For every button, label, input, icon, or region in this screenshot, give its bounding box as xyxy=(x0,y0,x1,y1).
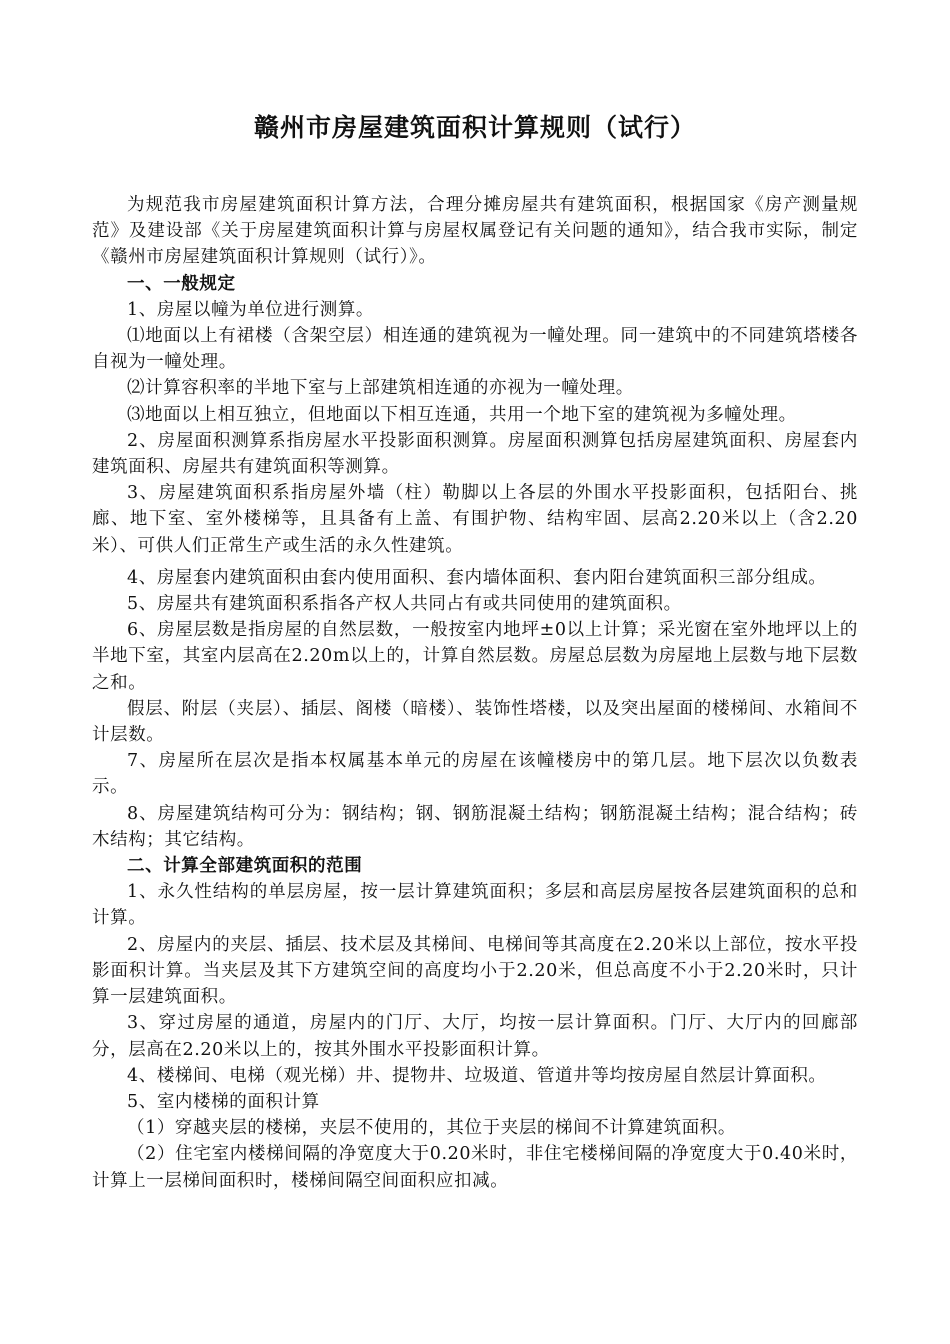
paragraph: ⑴地面以上有裙楼（含架空层）相连通的建筑视为一幢处理。同一建筑中的不同建筑塔楼各自视为一幢处理。 xyxy=(92,326,858,373)
paragraph: ⑵计算容积率的半地下室与上部建筑相连通的亦视为一幢处理。 xyxy=(127,378,634,399)
paragraph: 2、房屋内的夹层、插层、技术层及其梯间、电梯间等其高度在2.20米以上部位，按水平投影面积计算。当夹层及其下方建筑空间的高度均小于2.20米，但总高度不小于2.20米时，只计算一层建筑面积。 xyxy=(92,934,858,1008)
paragraph: 6、房屋层数是指房屋的自然层数，一般按室内地坪±0以上计算；采光窗在室外地坪以上的半地下室，其室内层高在2.20m以上的，计算自然层数。房屋总层数为房屋地上层数与地下层数之和。 xyxy=(92,620,858,693)
paragraph: 8、房屋建筑结构可分为：钢结构；钢、钢筋混凝土结构；钢筋混凝土结构；混合结构；砖木结构；其它结构。 xyxy=(92,803,858,850)
paragraph: 4、楼梯间、电梯（观光梯）井、提物井、垃圾道、管道井等均按房屋自然层计算面积。 xyxy=(127,1065,827,1086)
paragraph: 2、房屋面积测算系指房屋水平投影面积测算。房屋面积测算包括房屋建筑面积、房屋套内建筑面积、房屋共有建筑面积等测算。 xyxy=(92,430,858,478)
section-heading-general: 一、一般规定 xyxy=(127,273,236,294)
intro-paragraph: 为规范我市房屋建筑面积计算方法，合理分摊房屋共有建筑面积，根据国家《房产测量规范》及建设部《关于房屋建筑面积计算与房屋权属登记有关问题的通知》，结合我市实际，制定《赣州市房屋建筑面积计算规则（试行）》。 xyxy=(92,195,858,268)
section-heading-full-area: 二、计算全部建筑面积的范围 xyxy=(127,856,363,877)
paragraph: 1、永久性结构的单层房屋，按一层计算建筑面积；多层和高层房屋按各层建筑面积的总和计算。 xyxy=(92,882,858,929)
paragraph: 假层、附层（夹层）、插层、阁楼（暗楼）、装饰性塔楼，以及突出屋面的楼梯间、水箱间不计层数。 xyxy=(92,698,858,746)
paragraph: ⑶地面以上相互独立，但地面以下相互连通，共用一个地下室的建筑视为多幢处理。 xyxy=(127,404,797,425)
paragraph: 1、房屋以幢为单位进行测算。 xyxy=(127,299,375,320)
paragraph: 4、房屋套内建筑面积由套内使用面积、套内墙体面积、套内阳台建筑面积三部分组成。 xyxy=(127,567,827,588)
paragraph: 3、穿过房屋的通道，房屋内的门厅、大厅，均按一层计算面积。门厅、大厅内的回廊部分，层高在2.20米以上的，按其外围水平投影面积计算。 xyxy=(92,1013,858,1060)
document-body xyxy=(92,192,858,1194)
document-title: 赣州市房屋建筑面积计算规则（试行） xyxy=(253,113,696,142)
paragraph: 7、房屋所在层次是指本权属基本单元的房屋在该幢楼房中的第几层。地下层次以负数表示。 xyxy=(92,751,858,798)
paragraph: （1）穿越夹层的楼梯，夹层不使用的，其位于夹层的梯间不计算建筑面积。 xyxy=(127,1118,737,1139)
paragraph: 5、室内楼梯的面积计算 xyxy=(127,1091,320,1112)
paragraph: 3、房屋建筑面积系指房屋外墙（柱）勒脚以上各层的外围水平投影面积，包括阳台、挑廊、地下室、室外楼梯等，且具备有上盖、有围护物、结构牢固、层高2.20米以上（含2.20米）、可供人们正常生产或生活的永久性建筑。 xyxy=(92,483,858,556)
paragraph: 5、房屋共有建筑面积系指各产权人共同占有或共同使用的建筑面积。 xyxy=(127,594,682,615)
paragraph: （2）住宅室内楼梯间隔的净宽度大于0.20米时，非住宅楼梯间隔的净宽度大于0.40米时，计算上一层梯间面积时，楼梯间隔空间面积应扣减。 xyxy=(92,1144,858,1191)
